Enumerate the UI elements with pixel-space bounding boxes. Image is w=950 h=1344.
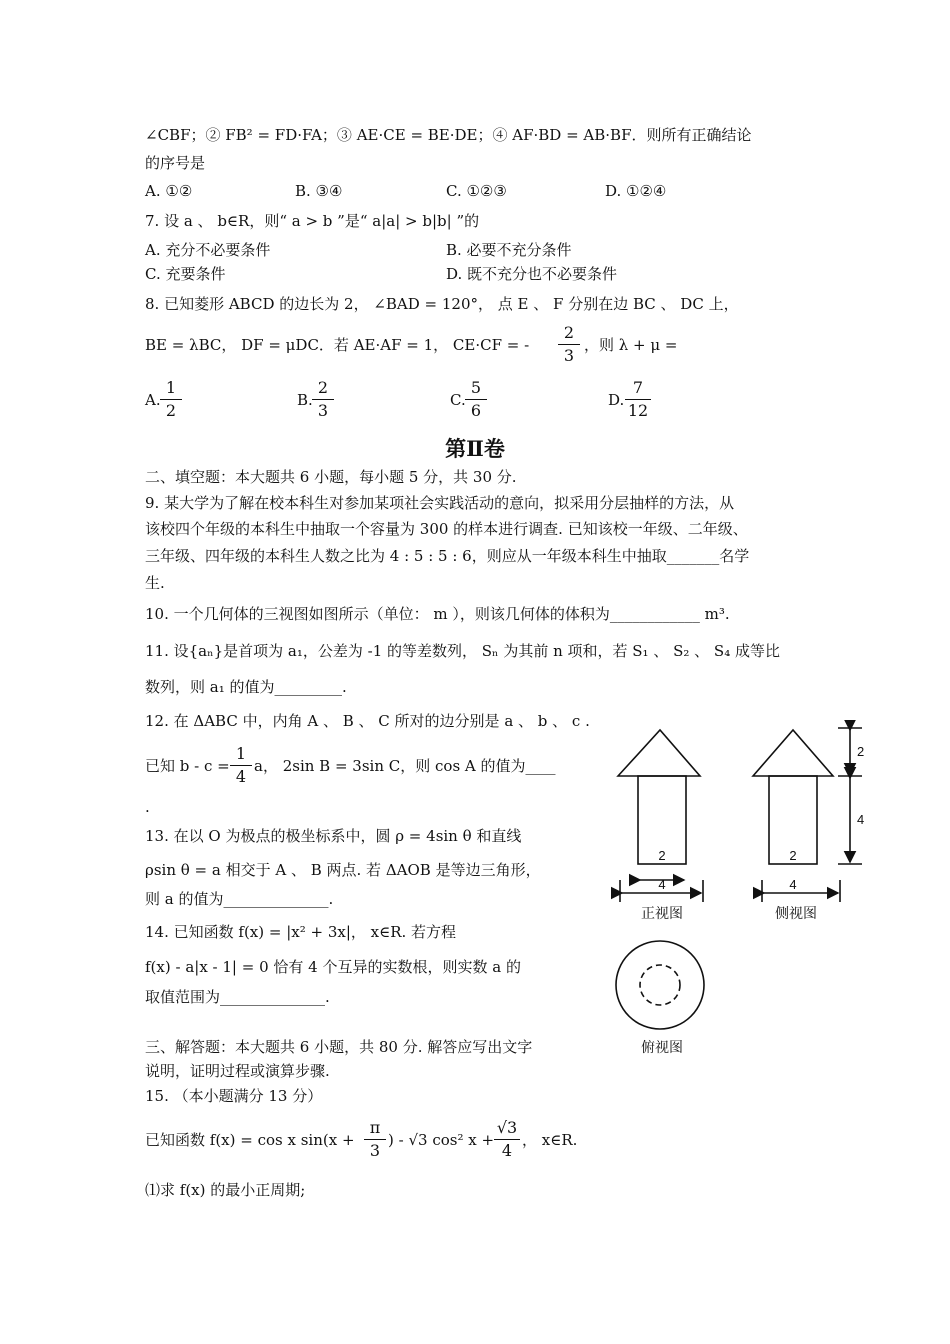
q9-line-4: 生. [145, 574, 165, 592]
q14-line-1: 14. 已知函数 f(x) = |x² + 3x|， x∈R. 若方程 [145, 923, 457, 941]
section2-heading: 二、填空题：本大题共 6 小题，每小题 5 分，共 30 分. [145, 468, 517, 486]
q8-option-a-fraction: $\frac{1}{2}$ [160, 377, 182, 422]
q8-option-b-label: B. [297, 391, 313, 409]
q8-option-c-fraction: $\frac{5}{6}$ [465, 377, 487, 422]
q15-function-pre: 已知函数 f(x) = cos x sin(x + [145, 1131, 355, 1149]
q9-line-3: 三年级、四年级的本科生人数之比为 4 : 5 : 5 : 6，则应从一年级本科生中抽取_______名学 [145, 547, 750, 565]
q11-line-1: 11. 设{aₙ}是首项为 a₁，公差为 -1 的等差数列， Sₙ 为其前 n 项和，若 S₁ 、 S₂ 、 S₄ 成等比 [145, 642, 780, 660]
top-view [616, 941, 704, 1029]
q6-conclusions: ∠CBF；② FB² = FD·FA；③ AE·CE = BE·DE；④ AF·BD = AB·BF．则所有正确结论 [145, 126, 752, 144]
q7-option-b: B. 必要不充分条件 [446, 241, 572, 259]
q8-option-d-label: D. [608, 391, 625, 409]
section-title: 第Ⅱ卷 [445, 436, 505, 461]
q8-option-b-fraction: $\frac{2}{3}$ [312, 377, 334, 422]
q7-option-d: D. 既不充分也不必要条件 [446, 265, 618, 283]
side-dim-body-width: 2 [789, 848, 797, 863]
q13-line-3: 则 a 的值为______________. [145, 890, 334, 908]
q6-option-c: C. ①②③ [446, 182, 507, 200]
side-dim-roof-height: 2 [857, 744, 865, 759]
side-view [753, 728, 865, 902]
front-dim-base-width: 4 [658, 877, 666, 892]
q12-line-1: 12. 在 ΔABC 中，内角 A 、 B 、 C 所对的边分别是 a 、 b 、 c . [145, 712, 590, 730]
q8-fraction: $\frac{2}{3}$ [558, 322, 580, 367]
q7-option-c: C. 充要条件 [145, 265, 226, 283]
q12-line-2-post: a， 2sin B = 3sin C，则 cos A 的值为____ [254, 757, 556, 775]
q12-line-2-pre: 已知 b - c = [145, 757, 230, 775]
q6-option-b: B. ③④ [295, 182, 343, 200]
q14-line-3: 取值范围为______________. [145, 988, 330, 1006]
q12-fraction: $\frac{1}{4}$ [230, 743, 252, 788]
q15-sqrt-fraction: $\frac{√3}{4}$ [494, 1117, 520, 1162]
q8-option-d-fraction: $\frac{7}{12}$ [625, 377, 651, 422]
q6-option-a: A. ①② [145, 182, 193, 200]
q6-option-d: D. ①②④ [605, 182, 667, 200]
q15-part-1: ⑴求 f(x) 的最小正周期; [145, 1181, 306, 1199]
three-view-figure [600, 720, 880, 1065]
q12-line-3: . [145, 798, 150, 816]
q7-option-a: A. 充分不必要条件 [145, 241, 271, 259]
q8-condition-tail: ，则 λ + μ = [584, 336, 678, 354]
q13-line-2: ρsin θ = a 相交于 A 、 B 两点. 若 ΔAOB 是等边三角形， [145, 861, 541, 879]
q11-line-2: 数列，则 a₁ 的值为_________. [145, 678, 347, 696]
section3-line-2: 说明，证明过程或演算步骤. [145, 1062, 330, 1080]
side-dim-body-height: 4 [857, 812, 865, 827]
q15-function-tail: ， x∈R. [522, 1131, 578, 1149]
side-view-label: 侧视图 [775, 905, 817, 921]
section3-line-1: 三、解答题：本大题共 6 小题，共 80 分. 解答应写出文字 [145, 1038, 533, 1056]
q10: 10. 一个几何体的三视图如图所示（单位： m ），则该几何体的体积为____________ m³. [145, 605, 730, 623]
q9-line-1: 9. 某大学为了解在校本科生对参加某项社会实践活动的意向，拟采用分层抽样的方法，从 [145, 494, 735, 512]
q15-pi-fraction: $\frac{\pi}{3}$ [364, 1117, 386, 1162]
q9-line-2: 该校四个年级的本科生中抽取一个容量为 300 的样本进行调查. 已知该校一年级、二年级、 [145, 520, 748, 538]
q8-condition: BE = λBC， DF = μDC．若 AE·AF = 1， CE·CF = - [145, 336, 530, 354]
q6-tail: 的序号是 [145, 154, 206, 172]
q14-line-2: f(x) - a|x - 1| = 0 恰有 4 个互异的实数根，则实数 a 的 [145, 958, 521, 976]
q15-heading: 15. （本小题满分 13 分） [145, 1087, 323, 1105]
q13-line-1: 13. 在以 O 为极点的极坐标系中，圆 ρ = 4sin θ 和直线 [145, 827, 522, 845]
q7-stem: 7. 设 a 、 b∈R，则“ a > b ”是“ a|a| > b|b| ”的 [145, 212, 480, 230]
side-dim-base-width: 4 [789, 877, 797, 892]
q8-option-c-label: C. [450, 391, 466, 409]
q8-option-a-label: A. [145, 391, 161, 409]
q8-stem: 8. 已知菱形 ABCD 的边长为 2， ∠BAD = 120°， 点 E 、 F 分别在边 BC 、 DC 上， [145, 295, 739, 313]
top-view-label: 俯视图 [641, 1039, 683, 1055]
q15-function-mid: ) - √3 cos² x + [388, 1131, 495, 1149]
front-dim-body-width: 2 [658, 848, 666, 863]
front-view-label: 正视图 [641, 905, 683, 921]
